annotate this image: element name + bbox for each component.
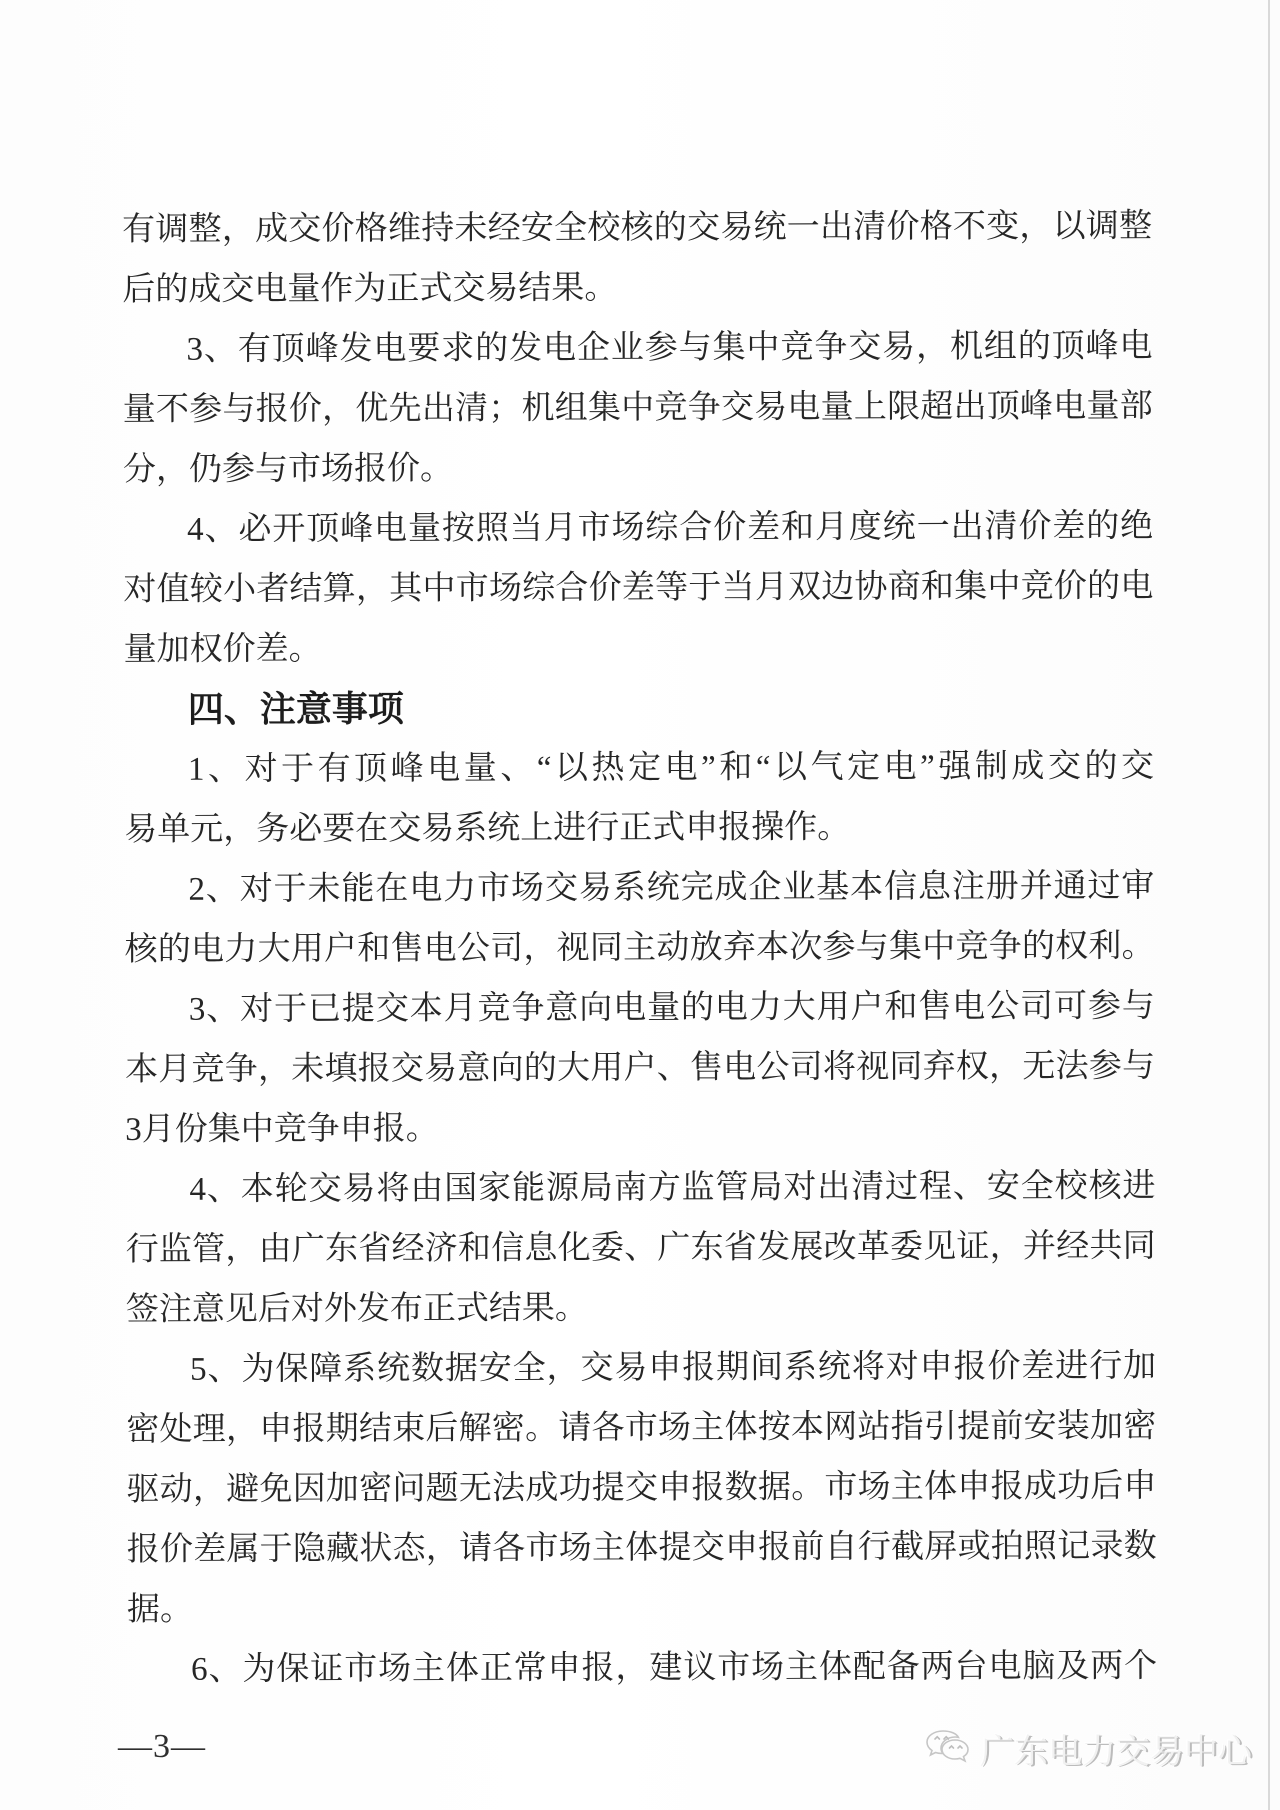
section-heading: 四、注意事项 <box>187 688 404 730</box>
text-line: 签注意见后对外发布正式结果。 <box>125 1290 588 1328</box>
text-line: 密处理，申报期结束后解密。请各市场主体按本网站指引提前安装加密 <box>126 1408 1157 1448</box>
scan-edge-line <box>1268 0 1270 1810</box>
text-line: 3、有顶峰发电要求的发电企业参与集中竞争交易，机组的顶峰电 <box>186 328 1153 368</box>
text-line: 后的成交电量作为正式交易结果。 <box>122 270 618 308</box>
text-line: 核的电力大用户和售电公司，视同主动放弃本次参与集中竞争的权利。 <box>124 928 1155 968</box>
watermark-label: 广东电力交易中心 <box>980 1733 1252 1771</box>
text-line: 报价差属于隐藏状态，请各市场主体提交申报前自行截屏或拍照记录数 <box>126 1528 1157 1568</box>
text-line: 量不参与报价，优先出清；机组集中竞争交易电量上限超出顶峰电量部 <box>122 388 1153 428</box>
text-line: 驱动，避免因加密问题无法成功提交申报数据。市场主体申报成功后申 <box>126 1468 1157 1508</box>
text-line: 6、为保证市场主体正常申报，建议市场主体配备两台电脑及两个 <box>191 1648 1158 1688</box>
text-line: 3月份集中竞争申报。 <box>125 1110 439 1148</box>
text-line: 5、为保障系统数据安全，交易申报期间系统将对申报价差进行加 <box>190 1348 1157 1388</box>
text-line: 1、对于有顶峰电量、“以热定电”和“以气定电”强制成交的交 <box>187 748 1155 788</box>
text-line: 有调整，成交价格维持未经安全校核的交易统一出清价格不变，以调整 <box>122 208 1153 248</box>
text-line: 3、对于已提交本月竞争意向电量的电力大用户和售电公司可参与 <box>188 988 1155 1028</box>
page-number: —3— <box>118 1728 206 1765</box>
text-line: 据。 <box>126 1591 193 1628</box>
wechat-icon <box>922 1728 974 1776</box>
text-line: 分，仍参与市场报价。 <box>122 450 454 488</box>
watermark <box>922 1724 1252 1780</box>
text-line: 易单元，务必要在交易系统上进行正式申报操作。 <box>124 809 851 848</box>
text-line: 2、对于未能在电力市场交易系统完成企业基本信息注册并通过审 <box>188 868 1155 908</box>
text-line: 量加权价差。 <box>123 631 322 668</box>
text-line: 行监管，由广东省经济和信息化委、广东省发展改革委见证，并经共同 <box>125 1228 1156 1268</box>
text-line: 对值较小者结算，其中市场综合价差等于当月双边协商和集中竞价的电 <box>123 568 1154 608</box>
text-line: 4、必开顶峰电量按照当月市场综合价差和月度统一出清价差的绝 <box>187 508 1154 548</box>
document-body <box>122 196 1157 1700</box>
text-line: 4、本轮交易将由国家能源局南方监管局对出清过程、安全校核进 <box>189 1168 1156 1208</box>
text-line: 本月竞争，未填报交易意向的大用户、售电公司将视同弃权，无法参与 <box>124 1048 1156 1088</box>
